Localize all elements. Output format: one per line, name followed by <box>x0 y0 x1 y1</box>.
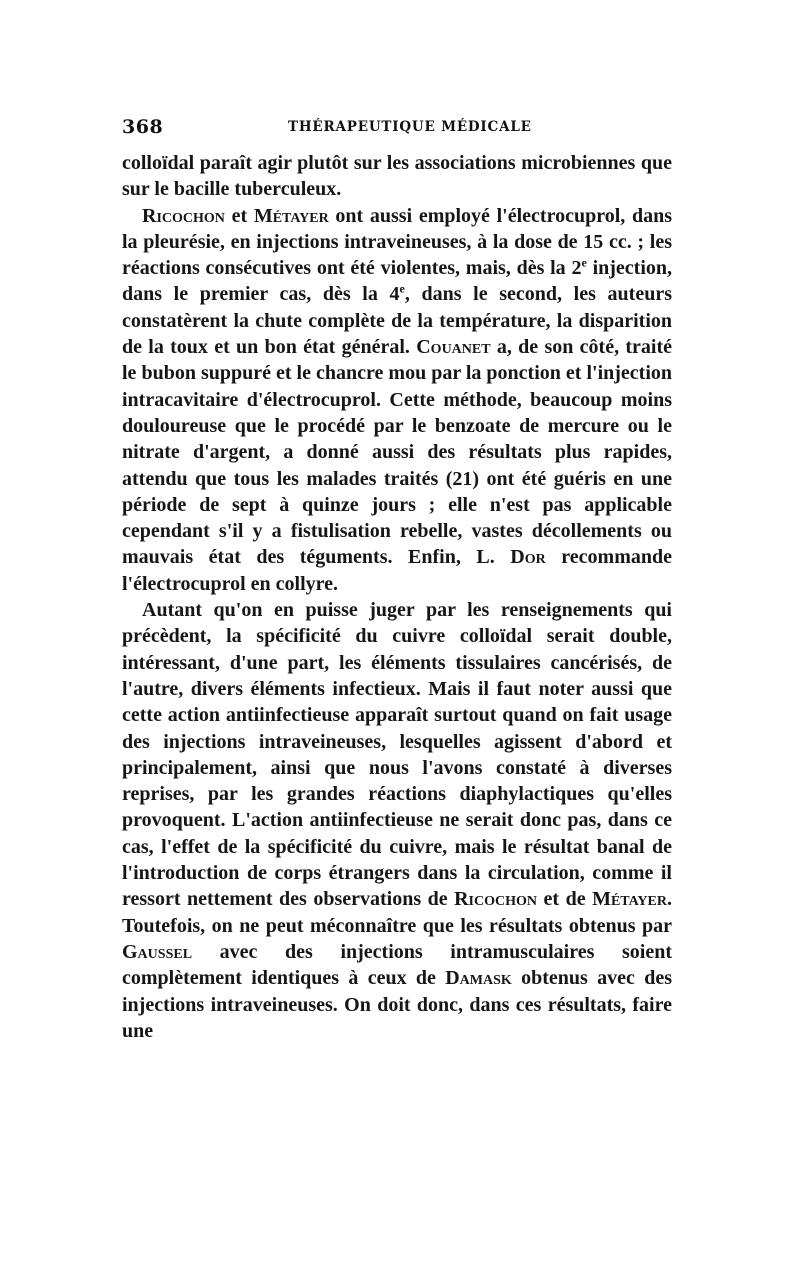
text-run: colloïdal paraît agir plutôt sur les associations microbiennes que sur le bacille tuberculeux. <box>122 152 672 201</box>
ordinal-superscript: e <box>581 255 587 270</box>
author-name: Ricochon <box>454 888 538 911</box>
ordinal-superscript: e <box>399 281 405 296</box>
paragraph-3 <box>122 597 672 1044</box>
text-run: obtenus avec des injections intraveineuses. On doit donc, dans ces résultats, faire une <box>122 967 672 1042</box>
text-run: a, de son côté, traité le bubon suppuré et le chancre mou par la ponction et l'injection intracavitaire d'électrocuprol. Cette méthode, beaucoup moins douloureuse que le procédé par le benzoate de mercure ou le nitrate d'argent, a donné aussi des résultats plus rapides, attendu que tous les malades traités (21) ont été guéris en une période de sept à quinze jours ; elle n'est pas applicable cependant s'il y a fistulisation rebelle, vastes décollements ou mauvais état des téguments. Enfin, L. <box>122 336 672 569</box>
author-name: Ricochon <box>142 204 225 227</box>
text-run: et de <box>537 888 593 911</box>
author-name: Métayer <box>592 888 667 911</box>
page-number: 368 <box>122 116 164 138</box>
author-name: Dor <box>510 546 546 569</box>
paragraph-2 <box>122 203 672 597</box>
text-run: , dans le second, les auteurs constatèrent la chute complète de la température, la disparition de la toux et un bon état général. <box>122 283 672 359</box>
text-run: recommande l'électrocuprol en collyre. <box>122 546 672 595</box>
running-title: THÉRAPEUTIQUE MÉDICALE <box>288 119 532 135</box>
author-name: Gaussel <box>122 940 193 963</box>
text-run: injection, dans le premier cas, dès la 4 <box>122 257 673 306</box>
text-run: ont aussi employé l'électrocuprol, dans la pleurésie, en injections intraveineuses, à la dose de 15 cc. ; les réactions consécutives ont été violentes, mais, dès la 2 <box>122 204 672 280</box>
text-run: . Toutefois, on ne peut méconnaître que les résultats obtenus par <box>122 888 672 937</box>
body-text <box>122 150 672 1044</box>
text-run: Autant qu'on en puisse juger par les renseignements qui précèdent, la spécificité du cuivre colloïdal serait double, intéressant, d'une part, les éléments tissulaires cancérisés, de l'autre, divers éléments infectieux. Mais il faut noter aussi que cette action antiinfectieuse apparaît surtout quand on fait usage des injections intraveineuses, lesquelles agissent d'abord et principalement, ainsi que nous l'avons constaté à diverses reprises, par les grandes réactions diaphylactiques qu'elles provoquent. L'action antiinfectieuse ne serait donc pas, dans ce cas, l'effet de la spécificité du cuivre, mais le résultat banal de l'introduction de corps étrangers dans la circulation, comme il ressort nettement des observations de <box>122 599 672 911</box>
author-name: Couanet <box>416 336 491 359</box>
paragraph-1 <box>122 150 672 203</box>
author-name: Métayer <box>253 204 329 227</box>
text-run: avec des injections intramusculaires soient complètement identiques à ceux de <box>122 940 672 990</box>
author-name: Damask <box>445 967 512 990</box>
text-run: et <box>224 204 254 227</box>
page-header <box>122 116 672 138</box>
